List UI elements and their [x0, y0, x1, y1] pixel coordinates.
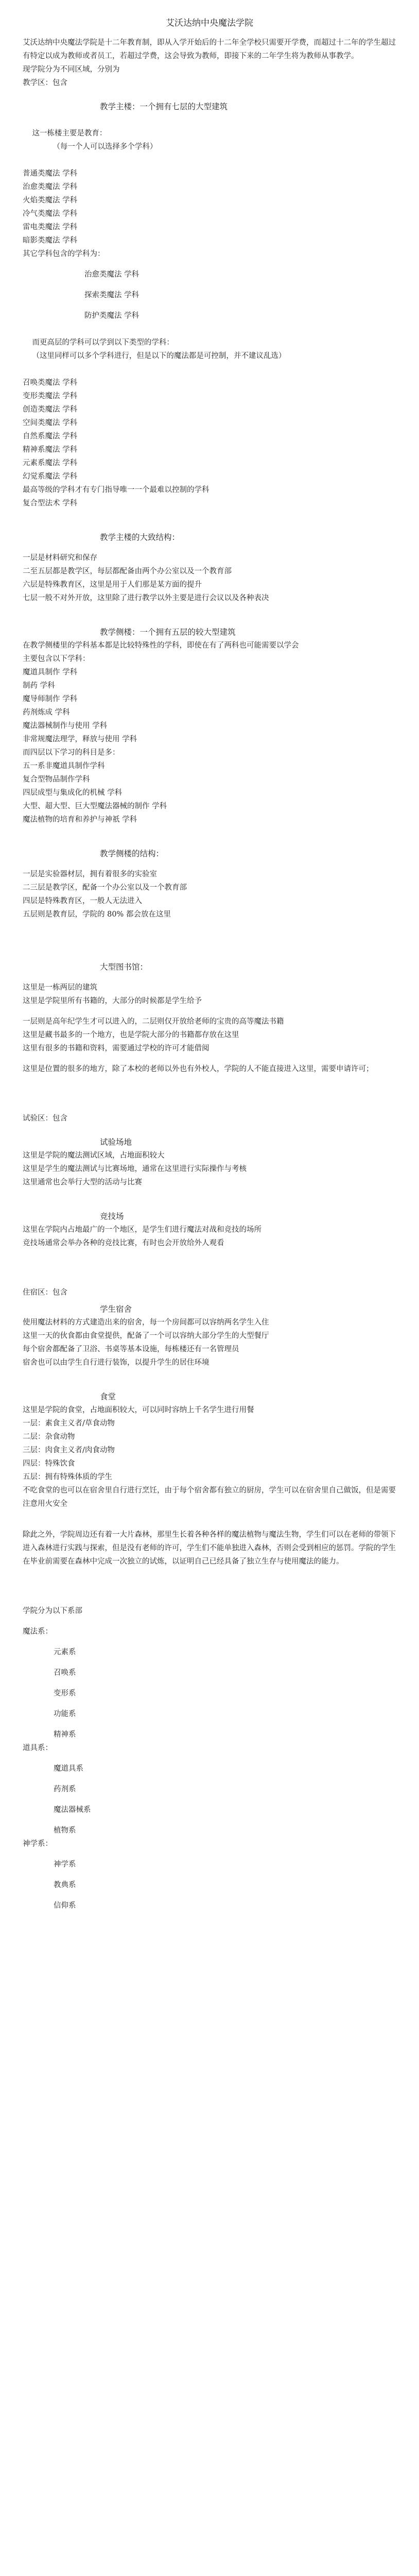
list-item: 普通类魔法 学科 [23, 170, 78, 178]
list-item: 五层则是教育层，学院的 80% 都会放在这里 [23, 910, 171, 919]
intro-paragraph: 艾沃达纳中央魔法学院是十二年教育制，即从入学开始后的十二年全学校只需要开学费，而超过十二年的学生超过有特定以成为教师或者员工，若超过学费，这会导致为教师，即接下来的二年学生将为教师从事教学。 [23, 39, 396, 60]
faculty-group-label: 魔法系： [23, 1628, 53, 1636]
document-title: 艾沃达纳中央魔法学院 [166, 18, 253, 28]
teaching-left-note: （每一个人可以选择多个学科） [53, 143, 158, 151]
list-item: 药剂炼成 学科 [23, 708, 70, 717]
faculty-group-label: 道具系： [23, 1744, 53, 1752]
faculty-item: 变形系 [54, 1689, 76, 1698]
list-item: 元素系魔法 学科 [23, 459, 78, 467]
library-head: 大型图书馆： [100, 962, 148, 972]
faculty-item: 魔道具系 [54, 1765, 83, 1773]
list-item: 这里是藏书最多的一个地方，也是学院大部分的书籍都存放在这里 [23, 1031, 239, 1039]
list-item: 复合型物品制作学科 [23, 775, 90, 784]
teaching-left-label [23, 113, 396, 167]
list-item: 大型、超大型、巨大型魔法器械的制作 学科 [23, 802, 167, 810]
list-item: 变形类魔法 学科 [23, 392, 78, 400]
building1-structure-head: 教学主楼的大致结构： [100, 533, 180, 542]
faculty-item: 信仰系 [54, 1902, 76, 1910]
faculty-item: 魔法器械系 [54, 1806, 91, 1814]
faculty-group-magic [23, 1625, 396, 1741]
library-lines [23, 981, 396, 1055]
list-item: 这里是学院的食堂，占地面积较大，可以同时容纳上千名学生进行用餐 [23, 1406, 254, 1414]
list-item: 自然系魔法 学科 [23, 432, 78, 440]
exam-lines [23, 1149, 396, 1189]
list-item: 暗影类魔法 学科 [23, 236, 78, 245]
list-item: 四层：特殊饮食 [23, 1460, 75, 1468]
building2-structure-head: 教学侧楼的结构： [100, 849, 164, 858]
list-item: 一层是实验器材层，拥有着很多的实验室 [23, 870, 157, 878]
faculty-item: 精神系 [54, 1731, 76, 1739]
faculty-item: 植物系 [54, 1826, 76, 1835]
advanced-list [23, 376, 396, 483]
arena-head: 竞技场 [100, 1212, 124, 1221]
faculty-item: 元素系 [54, 1648, 76, 1656]
list-item: 精神系魔法 学科 [23, 446, 78, 454]
list-item: 探索类魔法 学科 [84, 291, 139, 299]
list-item: 空间类魔法 学科 [23, 419, 78, 427]
list-item: 防护类魔法 学科 [84, 312, 139, 320]
faculty-group-divinity [23, 1837, 396, 1912]
sub-subject-list [23, 268, 396, 323]
advanced-final-note: 最高等级的学科才有专门指导唯一一个最难以控制的学科 [23, 486, 210, 494]
closing-paragraph: 除此之外，学院周边还有着一大片森林，那里生长着各种各样的魔法植物与魔法生物，学生们可以在老师的带领下进入森林进行实践与探索，但是没有老师的许可，学生们不能单独进入森林，否则会受到相应的惩罚。学院的学生在毕业前需要在森林中完成一次独立的试炼，以证明自己已经具备了独立生存与使用魔法的能力。 [23, 1531, 396, 1566]
exam-sub-head: 试验场地 [100, 1138, 132, 1147]
canteen-lines [23, 1403, 396, 1484]
list-item: 二至五层都是教学区，每层都配备由两个办公室以及一个教育部 [23, 567, 232, 575]
faculties-head: 学院分为以下系部 [23, 1607, 82, 1615]
list-item: 六层是特殊教育区，这里是用于人们那是某方面的提升 [23, 581, 202, 589]
list-item: 四层是特殊教育区，一般人无法进入 [23, 897, 142, 905]
building1-head: 教学主楼：一个拥有七层的大型建筑 [100, 102, 228, 111]
advanced-note [23, 323, 396, 376]
list-item: 冷气类魔法 学科 [23, 210, 78, 218]
faculty-item: 功能系 [54, 1710, 76, 1718]
list-item: 二层：杂食动物 [23, 1433, 75, 1441]
list-item: 这里是学生的魔法测试与比赛场地，通常在这里进行实际操作与考核 [23, 1165, 247, 1173]
list-item: 三层：肉食主义者/肉食动物 [23, 1446, 115, 1454]
list-item: 雷电类魔法 学科 [23, 223, 78, 231]
building2-subject-list2 [23, 759, 396, 826]
dorm-head: 学生宿舍 [100, 1304, 132, 1314]
list-item: 这里有很多的书籍和资料，需要通过学校的许可才能借阅 [23, 1044, 210, 1053]
list-item: 召唤类魔法 学科 [23, 379, 78, 387]
subject-list [23, 167, 396, 261]
building2-intro2: 主要包含以下学科： [23, 655, 90, 663]
list-item: 二三层是教学区，配备一个办公室以及一个教育部 [23, 884, 187, 892]
advanced-note-a: 而更高层的学科可以学到以下类型的学科： [32, 338, 174, 347]
list-item: 幻觉系魔法 学科 [23, 472, 78, 481]
list-item: 一层：素食主义者/草食动物 [23, 1419, 115, 1428]
building2-subject-list [23, 666, 396, 759]
faculty-item: 教典系 [54, 1881, 76, 1889]
list-item: 竞技场通常会举办各种的竞技比赛，有时也会开放给外人观看 [23, 1239, 224, 1247]
canteen-note: 不吃食堂的也可以在宿舍里自行进行烹饪，由于每个宿舍都有独立的厨房，学生可以在宿舍里自己做饭，但是需要注意用火安全 [23, 1486, 396, 1508]
list-item: 非常规魔法理学，释放与使用 学科 [23, 735, 137, 743]
list-item: 这里在学院内占地最广的一个地区，是学生们进行魔法对战和竞技的场所 [23, 1226, 261, 1234]
faculty-item: 药剂系 [54, 1785, 76, 1793]
floor-list [23, 551, 396, 605]
intro-areas: 现学院分为不同区域，分别为 [23, 65, 120, 74]
canteen-head: 食堂 [100, 1392, 116, 1401]
list-item: 魔导师制作 学科 [23, 695, 78, 703]
list-item: 魔法植物的培育和养护与神祇 学科 [23, 816, 137, 824]
list-item: 这里是一栋两层的建筑 [23, 984, 97, 992]
faculty-group-items [23, 1741, 396, 1837]
list-item: 这里通常也会举行大型的活动与比赛 [23, 1178, 142, 1187]
list-item: 这里是学院里所有书籍的，大部分的时候都是学生给予 [23, 997, 202, 1005]
list-item: 使用魔法材料的方式建造出来的宿舍，每一个房间都可以容纳两名学生入住 [23, 1318, 269, 1327]
list-item: 五层：拥有特殊体质的学生 [23, 1473, 112, 1481]
list-item: 魔道具制作 学科 [23, 668, 78, 676]
list-item: 制药 学科 [23, 682, 55, 690]
building2-head: 教学侧楼：一个拥有五层的较大型建筑 [100, 628, 236, 637]
dorm-lines [23, 1316, 396, 1369]
arena-lines [23, 1223, 396, 1250]
teaching-area-head: 教学区：包含 [23, 79, 67, 87]
list-item: 每个宿舍都配备了卫浴、书桌等基本设施，每栋楼还有一名管理员 [23, 1345, 239, 1353]
list-item: 魔法器械制作与使用 学科 [23, 722, 108, 730]
faculty-item: 召唤系 [54, 1669, 76, 1677]
faculty-group-label: 神学系： [23, 1840, 53, 1848]
list-item: 七层一般不对外开放，这里除了进行教学以外主要是进行会议以及各种表决 [23, 594, 269, 602]
exam-area-head: 试验区：包含 [23, 1114, 67, 1123]
advanced-note-b: （这里同样可以多个学科进行，但是以下的魔法都是可控制，并不建议乱选） [32, 352, 286, 360]
list-item: 火焰类魔法 学科 [23, 196, 78, 205]
living-area-head: 住宿区：包含 [23, 1289, 67, 1297]
list-item: 创造类魔法 学科 [23, 405, 78, 414]
teaching-left-label-text: 这一栋楼主要是教育： [32, 129, 107, 138]
list-item: 这里一天的伙食都由食堂提供，配备了一个可以容纳大部分学生的大型餐厅 [23, 1332, 269, 1340]
building2-intro: 在教学侧楼里的学科基本都是比较特殊性的学科，即使在有了两科也可能需要以学会 [23, 641, 299, 650]
list-item: 宿舍也可以由学生自行进行装饰，以提升学生的居住环境 [23, 1359, 210, 1367]
list-item: 一层则是高年纪学生才可以进入的，二层则仅开放给老师的宝贵的高等魔法书籍 [23, 1018, 284, 1026]
list-item: 治愈类魔法 学科 [23, 183, 78, 191]
list-item: 其它学科包含的学科为： [23, 250, 105, 258]
list-item: 而四层以下学习的科目是多： [23, 749, 120, 757]
faculty-item: 神学系 [54, 1860, 76, 1869]
library-note: 这里是位置的很多的地方，除了本校的老师以外也有外校人，学院的人不能直接进入这里，需要申请许可； [23, 1065, 374, 1073]
list-item: 这里是学院的魔法测试区域，占地面积较大 [23, 1151, 165, 1160]
list-item: 五一系非魔道具制作学科 [23, 762, 105, 770]
building2-floor-list [23, 868, 396, 921]
list-item: 复合型法术 学科 [23, 499, 78, 507]
list-item: 一层是材料研究和保存 [23, 554, 97, 562]
list-item: 四层成型与集成化的机械 学科 [23, 789, 123, 797]
list-item: 治愈类魔法 学科 [84, 270, 139, 279]
